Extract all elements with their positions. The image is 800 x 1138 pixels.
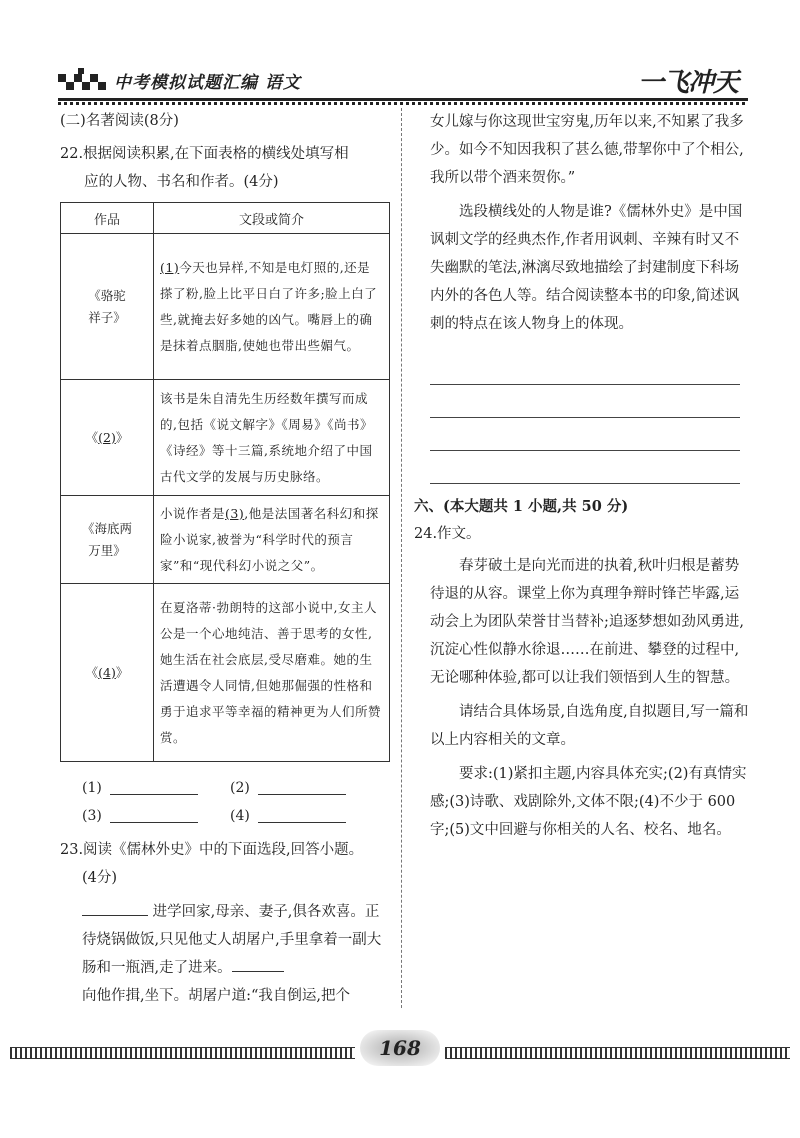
work-cell xyxy=(61,380,154,496)
col-header-work: 作品 xyxy=(61,203,154,234)
blank-label: (3) xyxy=(225,505,245,521)
bracket: 《 xyxy=(85,664,99,680)
desc-cell xyxy=(154,234,390,380)
answer-lines xyxy=(60,774,390,830)
writing-line-1[interactable] xyxy=(430,352,740,385)
q24-paragraph-2: 请结合具体场景,自选角度,自拟题目,写一篇和以上内容相关的文章。 xyxy=(430,704,749,748)
desc-cell: 在夏洛蒂·勃朗特的这部小说中,女主人公是一个心地纯洁、善于思考的女性,她生活在社会底层,受尽磨难。她的生活遭遇令人同情,但她那倔强的性格和勇于追求平等幸福的精神更为人们所赞赏。 xyxy=(154,584,390,762)
q22-prompt-line2: 应的人物、书名和作者。(4分) xyxy=(84,174,279,190)
section-two-heading: (二)名著阅读(8分) xyxy=(60,113,179,129)
passage-blank-1[interactable] xyxy=(82,899,148,916)
work-cell xyxy=(61,584,154,762)
q24-title: 24.作文。 xyxy=(414,526,481,542)
right-column xyxy=(414,108,749,844)
blank-label: (2) xyxy=(98,429,116,445)
q22-prompt-line1: 22.根据阅读积累,在下面表格的横线处填写相 xyxy=(60,146,349,162)
desc-text: ,他是法国著名科幻和探险小说家,被誉为“科学时代的预言家”和“现代科幻小说之父”。 xyxy=(160,505,379,573)
header-brand-logo: 一飞冲天 xyxy=(637,68,738,98)
answer-label: (4) xyxy=(230,808,250,824)
answer-blank-3[interactable] xyxy=(110,822,198,823)
table-row xyxy=(61,496,390,584)
header-rule xyxy=(58,98,748,101)
q24-requirements: 要求:(1)紧扣主题,内容具体充实;(2)有真情实感;(3)诗歌、戏剧除外,文体不限;(4)不少于 600 字;(5)文中回避与你相关的人名、校名、地名。 xyxy=(430,766,747,838)
passage-blank-2[interactable] xyxy=(232,955,284,972)
col-header-desc: 文段或简介 xyxy=(154,203,390,234)
answer-blank-2[interactable] xyxy=(258,794,346,795)
q23-question: 选段横线处的人物是谁?《儒林外史》是中国讽刺文学的经典杰作,作者用讽刺、辛辣有时又不失幽默的笔法,淋漓尽致地描绘了封建制度下科场内外的各色人等。结合阅读整本书的印象,简述讽刺的特点在该人物身上的体现。 xyxy=(430,204,743,332)
work-cell xyxy=(61,234,154,380)
work-title-part: 《骆驼 xyxy=(88,287,126,303)
checker-pattern-icon xyxy=(58,68,106,94)
blank-label: (1) xyxy=(160,259,180,275)
answer-row xyxy=(60,802,390,830)
section-six-heading: 六、(本大题共 1 小题,共 50 分) xyxy=(414,498,629,515)
work-cell xyxy=(61,496,154,584)
reading-table xyxy=(60,202,390,762)
answer-row xyxy=(60,774,390,802)
desc-cell: 该书是朱自清先生历经数年撰写而成的,包括《说文解字》《周易》《尚书》《诗经》等十三篇,系统地介绍了中国古代文学的发展与历史脉络。 xyxy=(154,380,390,496)
answer-label: (2) xyxy=(230,780,250,796)
page-header xyxy=(58,58,748,108)
passage-text: 进学回家,母亲、妻子,俱各欢喜。正待烧锅做饭,只见他丈人胡屠户,手里拿着一副大肠和一瓶酒,走了进来。 xyxy=(82,904,382,976)
passage-continuation: 女儿嫁与你这现世宝穷鬼,历年以来,不知累了我多少。如今不知因我积了甚么德,带挈你中了个相公,我所以带个酒来贺你。” xyxy=(430,114,744,186)
table-row xyxy=(61,380,390,496)
desc-text: 今天也异样,不知是电灯照的,还是搽了粉,脸上比平日白了许多;脸上白了些,就掩去好多她的凶气。嘴唇上的确是抹着点胭脂,使她也带出些媚气。 xyxy=(160,259,378,353)
footer-band-right xyxy=(445,1047,790,1059)
q24-paragraph-1: 春芽破土是向光而进的执着,秋叶归根是蓄势待退的从容。课堂上你为真理争辩时锋芒毕露,运动会上为团队荣誉甘当替补;追逐梦想如劲风勇进,沉淀心性似静水徐退……在前进、攀登的过程中,无论哪种体验,都可以让我们领悟到人生的智慧。 xyxy=(430,558,744,686)
work-title-part: 《海底两 xyxy=(81,520,132,536)
bracket: 《 xyxy=(85,429,99,445)
table-row xyxy=(61,584,390,762)
writing-line-4[interactable] xyxy=(430,451,740,484)
table-row xyxy=(61,234,390,380)
footer-band-left xyxy=(10,1047,355,1059)
q23-prompt-line1: 23.阅读《儒林外史》中的下面选段,回答小题。 xyxy=(60,842,364,858)
page-number: 168 xyxy=(360,1030,440,1066)
desc-prefix: 小说作者是 xyxy=(160,505,226,521)
answer-label: (1) xyxy=(82,780,102,796)
q23-prompt-line2: (4分) xyxy=(82,870,118,886)
desc-cell xyxy=(154,496,390,584)
answer-label: (3) xyxy=(82,808,102,824)
writing-line-2[interactable] xyxy=(430,385,740,418)
left-column xyxy=(60,108,390,1010)
header-title: 中考模拟试题汇编 语文 xyxy=(114,73,301,93)
blank-label: (4) xyxy=(98,664,116,680)
writing-lines xyxy=(414,352,749,484)
column-divider xyxy=(401,108,402,1008)
answer-blank-4[interactable] xyxy=(258,822,346,823)
header-dotted-rule xyxy=(58,102,748,105)
bracket: 》 xyxy=(115,429,129,445)
work-title-part: 万里》 xyxy=(88,542,126,558)
bracket: 》 xyxy=(115,664,129,680)
writing-line-3[interactable] xyxy=(430,418,740,451)
answer-blank-1[interactable] xyxy=(110,794,198,795)
work-title-part: 祥子》 xyxy=(88,309,126,325)
q23-passage-a xyxy=(60,898,390,982)
table-header-row xyxy=(61,203,390,234)
q23-passage-b: 向他作揖,坐下。胡屠户道:“我自倒运,把个 xyxy=(82,988,351,1004)
